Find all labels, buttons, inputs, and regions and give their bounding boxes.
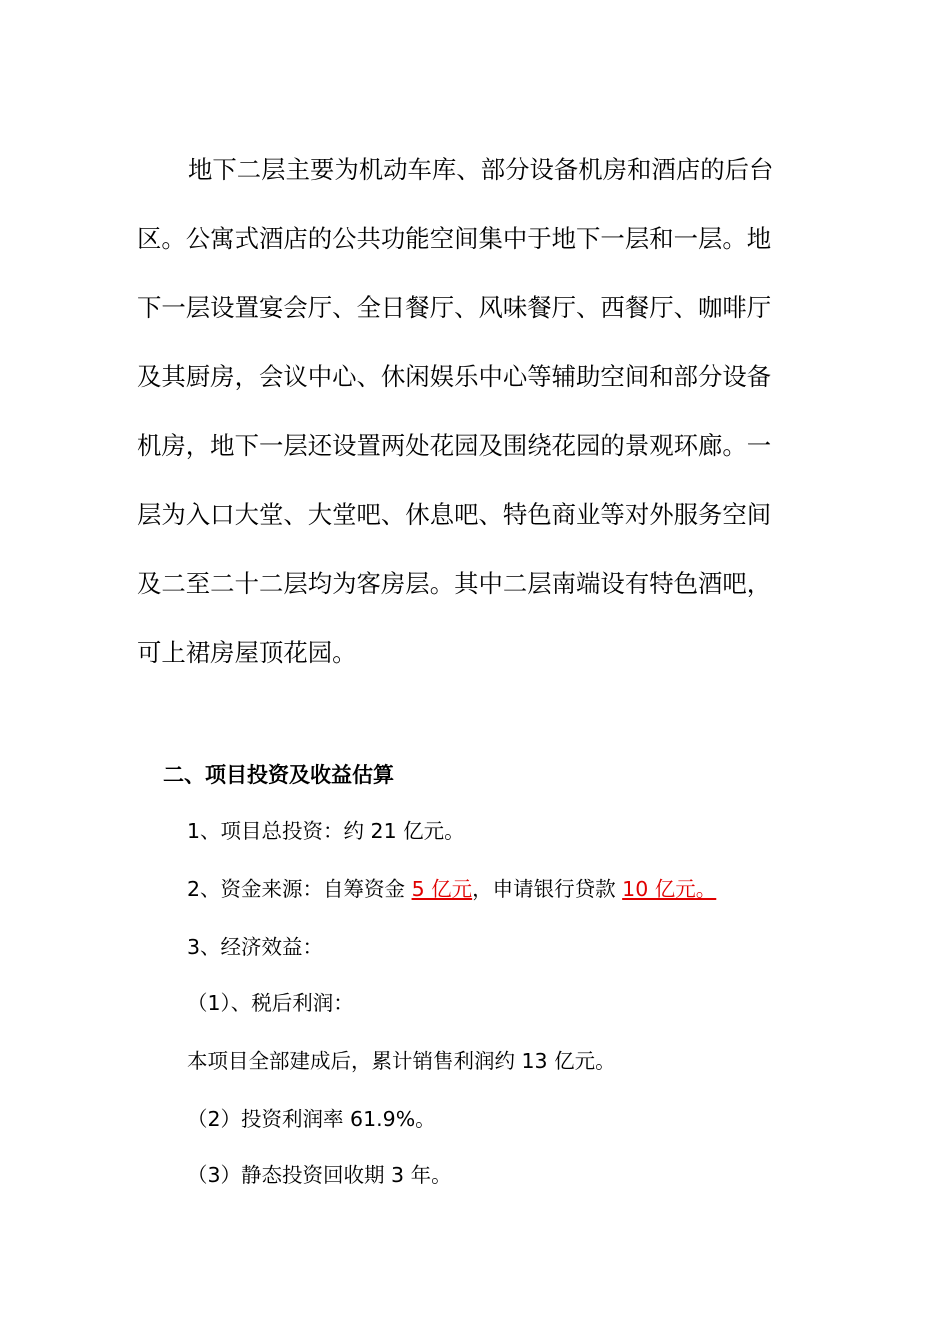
paragraph-line: 下一层设置宴会厅、全日餐厅、风味餐厅、西餐厅、咖啡厅 <box>137 293 772 322</box>
paragraph-line: 地下二层主要为机动车库、部分设备机房和酒店的后台 <box>188 155 774 184</box>
bank-loan-amount: 10 亿元。 <box>622 877 717 901</box>
funding-source-item <box>187 874 716 904</box>
paragraph-line: 及其厨房，会议中心、休闲娱乐中心等辅助空间和部分设备 <box>137 362 772 391</box>
after-tax-profit-text: 本项目全部建成后，累计销售利润约 13 亿元。 <box>187 1049 616 1073</box>
self-funding-amount: 5 亿元 <box>411 877 473 901</box>
total-investment-item: 1、项目总投资：约 21 亿元。 <box>187 819 465 843</box>
paragraph-line: 可上裙房屋顶花园。 <box>137 638 357 667</box>
payback-period-item: （3）静态投资回收期 3 年。 <box>187 1163 452 1187</box>
after-tax-profit-heading: （1）、税后利润： <box>187 991 354 1015</box>
profit-rate-item: （2）投资利润率 61.9%。 <box>187 1107 436 1131</box>
paragraph-line: 机房，地下一层还设置两处花园及围绕花园的景观环廊。一 <box>137 431 772 460</box>
economic-benefit-heading: 3、经济效益： <box>187 935 324 959</box>
paragraph-line: 层为入口大堂、大堂吧、休息吧、特色商业等对外服务空间 <box>137 500 772 529</box>
paragraph-line: 及二至二十二层均为客房层。其中二层南端设有特色酒吧， <box>137 569 772 598</box>
funding-middle: ，申请银行贷款 <box>472 877 623 901</box>
funding-prefix: 2、资金来源：自筹资金 <box>187 877 412 901</box>
paragraph-line: 区。公寓式酒店的公共功能空间集中于地下一层和一层。地 <box>137 224 772 253</box>
section-heading: 二、项目投资及收益估算 <box>163 763 394 787</box>
intro-paragraph <box>137 150 807 702</box>
